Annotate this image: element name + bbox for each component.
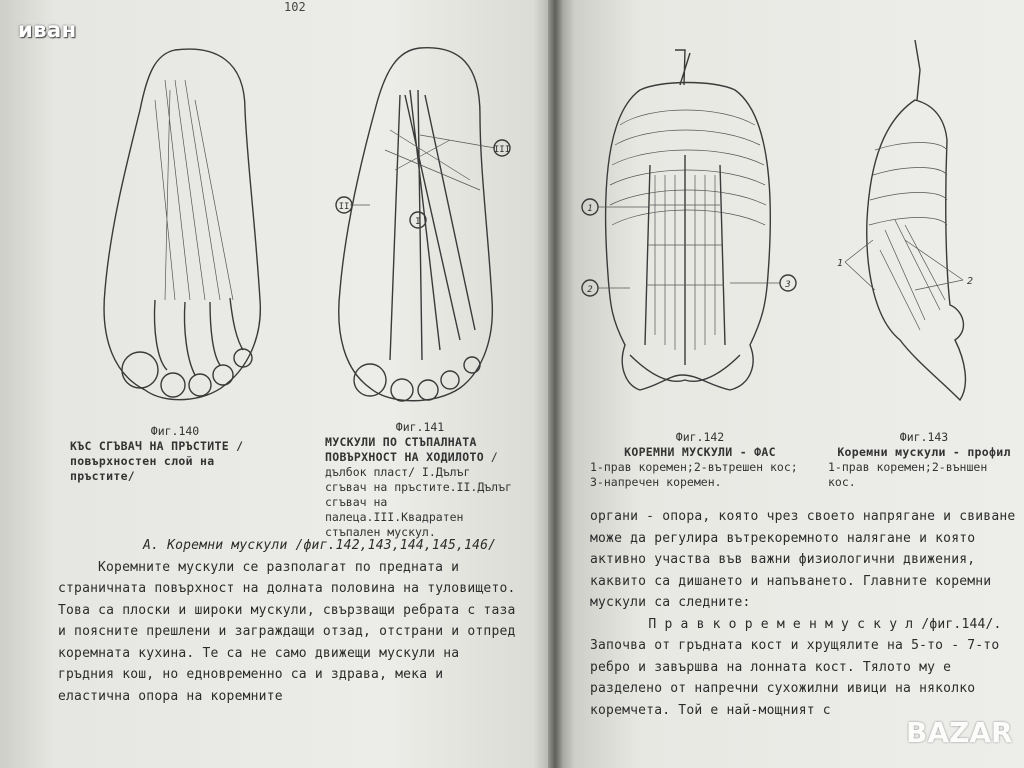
fig143-label-1: 1: [837, 258, 844, 269]
fig143-caption: [828, 430, 1020, 490]
fig140-number: Фиг.140: [150, 424, 200, 438]
page-number: 102: [284, 0, 306, 14]
username-watermark: иван: [18, 18, 77, 42]
fig142-caption: [590, 430, 810, 490]
fig141-number: Фиг.141: [395, 420, 445, 434]
fig140-caption: [70, 424, 280, 484]
left-body-text: [58, 535, 518, 707]
fig143-label-2: 2: [967, 276, 974, 287]
fig141-caption-title: МУСКУЛИ ПО СТЪПАЛНАТА ПОВЪРХНОСТ НА ХОДИЛОТО: [325, 435, 484, 464]
fig142-number: Фиг.142: [675, 430, 725, 444]
fig141-label-II: II: [338, 202, 350, 212]
book-gutter: [548, 0, 562, 768]
bazar-logo: BAZAR: [906, 716, 1013, 749]
right-paragraph-1: органи - опора, която чрез своето напрягане и свиване може да регулира вътрекоремното налягане и която активно участва във важни физиологични движения, каквито са дишането и напъването. Главните коремни мускули са следните:: [590, 509, 1016, 610]
figure-142-torso-front-illustration: [580, 45, 800, 415]
right-body-text: [590, 506, 1020, 718]
fig142-label-3: 3: [785, 280, 791, 290]
section-heading: А. Коремни мускули /фиг.142,143,144,145,146/: [143, 538, 497, 553]
fig143-caption-title: Коремни мускули - профил: [837, 445, 1011, 459]
figure-140-foot-illustration: [95, 40, 275, 410]
fig142-caption-rest: 1-прав коремен;2-вътрешен кос; 3-напречен коремен.: [590, 460, 798, 489]
fig141-label-I: I: [415, 217, 421, 227]
fig142-caption-title: КОРЕМНИ МУСКУЛИ - ФАС: [624, 445, 776, 459]
fig141-caption: [325, 420, 515, 540]
rectus-subheading: П р а в к о р е м е н м у с к у л /фиг.144/.: [648, 616, 1002, 632]
fig142-label-2: 2: [587, 285, 593, 295]
figure-143-torso-profile-illustration: [837, 40, 995, 410]
fig141-caption-rest: /дълбок пласт/ I.Дълъг сгъвач на пръстите.II.Дълъг сгъвач на палеца.III.Квадратен стъпален мускул.: [325, 450, 512, 539]
left-paragraph: Коремните мускули се разполагат по предната и страничната повърхност на долната половина на туловището. Това са плоски и широки мускули, свързващи ребрата с таза и поясните прешлени и заграждащи отзад, отстрани и отпред коремната кухина. Те са не само движещи мускули на гръдния кош, но едновременно са и здрава, мека и еластична опора на коремните: [58, 559, 516, 704]
fig142-label-1: 1: [587, 204, 593, 214]
fig141-label-III: III: [493, 145, 511, 155]
right-paragraph-2: Започва от гръдната кост и хрущялите на 5-то - 7-то ребро и завършва на лонната кост. Тялото му е разделено от напречни сухожилни ивици на няколко коремчета. Той е най-мощният с: [590, 638, 1000, 718]
fig143-number: Фиг.143: [899, 430, 949, 444]
figure-141-foot-illustration: [330, 40, 510, 410]
fig143-caption-rest: 1-прав коремен;2-външен кос.: [828, 460, 988, 489]
fig140-caption-text: КЪС СГЪВАЧ НА ПРЪСТИТЕ /повърхностен слой на пръстите/: [70, 439, 244, 483]
